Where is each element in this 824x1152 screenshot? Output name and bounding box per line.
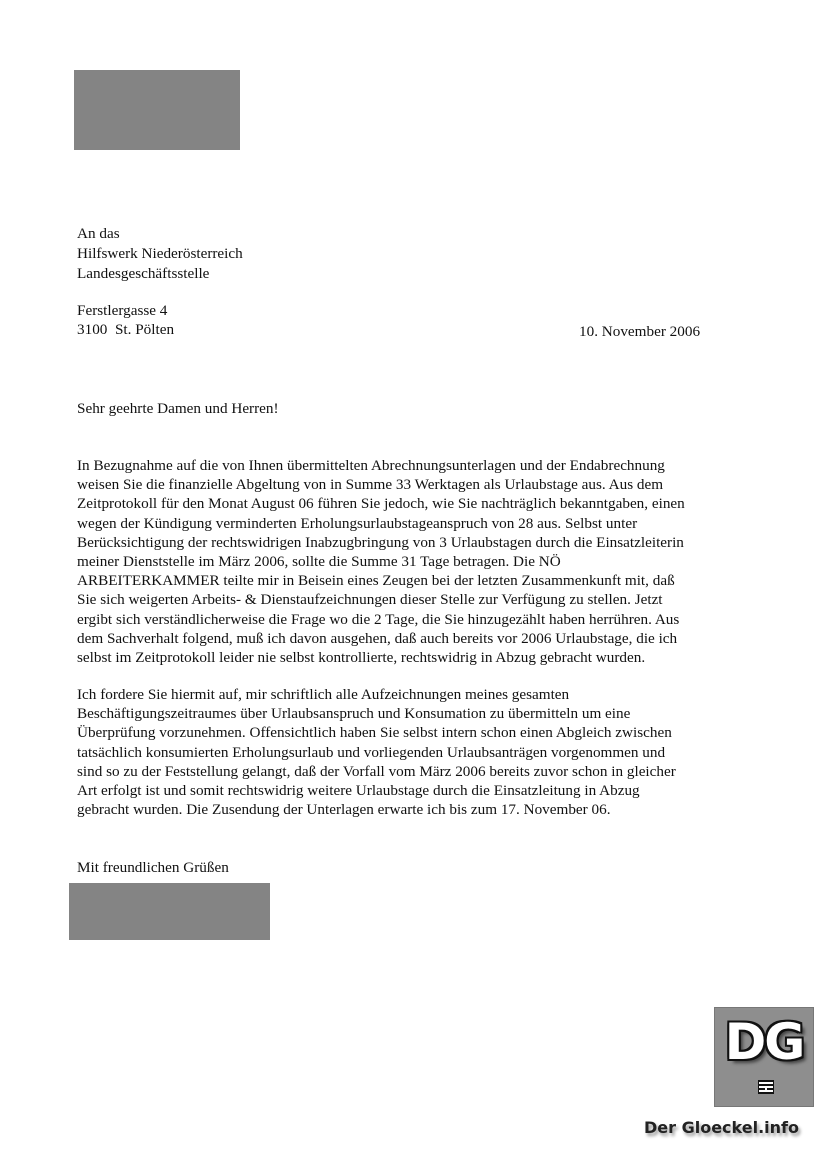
watermark-logo [714,1007,814,1107]
paragraph-1 [77,456,685,667]
paragraph-line: Berücksichtigung der rechtswidrigen Inabzugbringung von 3 Urlaubstagen durch die Einsatzleiterin [77,533,684,551]
paragraph-line: In Bezugnahme auf die von Ihnen übermittelten Abrechnungsunterlagen und der Endabrechnung [77,457,665,474]
paragraph-line: Ich fordere Sie hiermit auf, mir schriftlich alle Aufzeichnungen meines gesamten [77,686,570,703]
redacted-signature [69,883,270,940]
paragraph-line: gebracht wurden. Die Zusendung der Unterlagen erwarte ich bis zum 17. November 06. [77,801,611,819]
paragraph-line: Beschäftigungszeitraumes über Urlaubsanspruch und Konsumation zu übermitteln um eine [77,705,631,723]
paragraph-line: Überprüfung vorzunehmen. Offensichtlich haben Sie selbst intern schon einen Abgleich zwischen [77,724,672,742]
letter-date: 10. November 2006 [579,323,701,340]
redacted-sender-block [74,70,240,150]
address-line-2: 3100 St. Pölten [77,321,175,338]
recipient-line-3: Landesgeschäftsstelle [77,265,210,282]
closing: Mit freundlichen Grüßen [77,859,229,876]
recipient-line-1: An das [77,225,120,242]
paragraph-line: Art erfolgt ist und somit rechtswidrig weitere Urlaubstage durch die Einsatzleitung in Abzug [77,781,640,799]
paragraph-line: sind so zu der Feststellung gelangt, daß der Vorfall vom März 2006 bereits zuvor schon in gleicher [77,762,676,780]
paragraph-line: weisen Sie die finanzielle Abgeltung von in Summe 33 Werktagen als Urlaubstage aus. Aus dem [77,476,664,494]
paragraph-line: tatsächlich konsumierten Erholungsurlaub und vorliegenden Urlaubsanträgen vorgenommen und [77,743,666,761]
address-line-1: Ferstlergasse 4 [77,302,168,319]
paragraph-line: Zeitprotokoll für den Monat August 06 führen Sie jedoch, wie Sie nachträglich bekanntgaben, einen [77,495,685,513]
paragraph-line: wegen der Kündigung verminderten Erholungsurlaubstageanspruch von 28 aus. Selbst unter [77,514,638,532]
paragraph-2 [77,685,676,819]
recipient-line-2: Hilfswerk Niederösterreich [77,245,243,262]
paragraph-line: ARBEITERKAMMER teilte mir in Beisein eines Zeugen bei der letzten Zusammenkunft mit, daß [77,572,675,590]
logo-dg-text: DG [724,1013,804,1071]
paragraph-line: meiner Dienststelle im März 2006, sollte die Summe 31 Tage betragen. Die NÖ [77,552,561,570]
paragraph-line: selbst im Zeitprotokoll leider nie selbst kontrollierte, rechtswidrig in Abzug gebracht wurden. [77,648,646,666]
paragraph-line: ergibt sich verständlicherweise die Frage wo die 2 Tage, die Sie hinzugezählt haben herrühren. Aus [77,610,680,628]
watermark-caption: Der Gloeckel.info [644,1118,799,1137]
salutation: Sehr geehrte Damen und Herren! [77,400,279,417]
paragraph-line: dem Sachverhalt folgend, muß ich davon ausgehen, daß auch bereits vor 2006 Urlaubstage, die ich [77,629,678,647]
logo-mark-icon [758,1080,774,1094]
paragraph-line: Sie sich weigerten Arbeits- & Dienstaufzeichnungen dieser Stelle zur Verfügung zu stellen. Jetzt [77,591,663,609]
